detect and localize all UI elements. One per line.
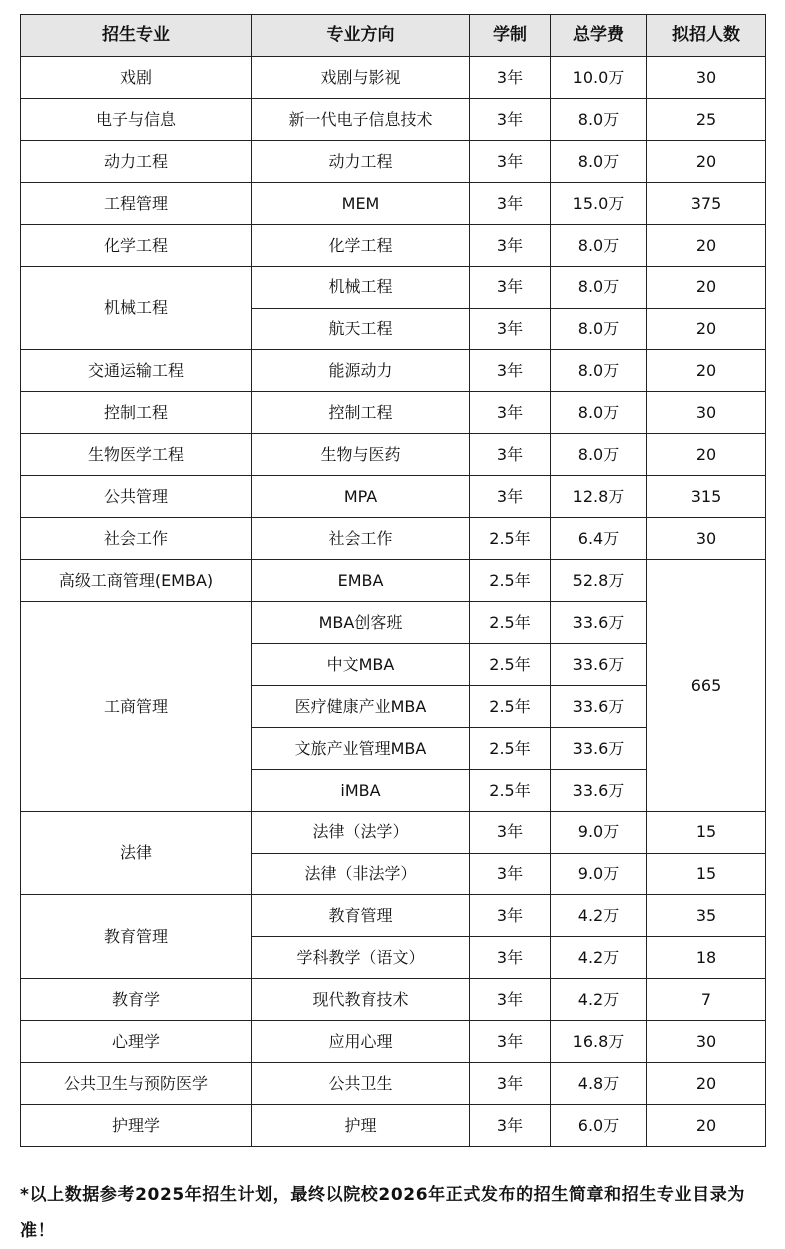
table-row	[21, 434, 766, 476]
years-cell: 2.5年	[470, 685, 551, 727]
table-row	[21, 140, 766, 182]
fee-cell: 6.0万	[551, 1105, 647, 1147]
quota-cell: 25	[647, 98, 766, 140]
direction-cell: 社会工作	[252, 518, 470, 560]
direction-cell: 教育管理	[252, 895, 470, 937]
quota-cell: 30	[647, 392, 766, 434]
fee-cell: 16.8万	[551, 1021, 647, 1063]
direction-cell: 动力工程	[252, 140, 470, 182]
years-cell: 2.5年	[470, 643, 551, 685]
major-cell: 教育管理	[21, 895, 252, 979]
header-major: 招生专业	[21, 15, 252, 57]
direction-cell: 医疗健康产业MBA	[252, 685, 470, 727]
years-cell: 3年	[470, 937, 551, 979]
quota-cell: 15	[647, 811, 766, 853]
direction-cell: 中文MBA	[252, 643, 470, 685]
years-cell: 3年	[470, 224, 551, 266]
direction-cell: 机械工程	[252, 266, 470, 308]
major-cell: 工商管理	[21, 601, 252, 811]
major-cell: 法律	[21, 811, 252, 895]
fee-cell: 33.6万	[551, 601, 647, 643]
table-row	[21, 224, 766, 266]
direction-cell: MPA	[252, 476, 470, 518]
quota-cell: 20	[647, 140, 766, 182]
years-cell: 3年	[470, 895, 551, 937]
direction-cell: 应用心理	[252, 1021, 470, 1063]
fee-cell: 15.0万	[551, 182, 647, 224]
years-cell: 3年	[470, 979, 551, 1021]
direction-cell: 化学工程	[252, 224, 470, 266]
years-cell: 2.5年	[470, 769, 551, 811]
quota-cell: 375	[647, 182, 766, 224]
direction-cell: 法律（法学）	[252, 811, 470, 853]
years-cell: 3年	[470, 350, 551, 392]
fee-cell: 8.0万	[551, 350, 647, 392]
fee-cell: 33.6万	[551, 643, 647, 685]
fee-cell: 4.2万	[551, 979, 647, 1021]
years-cell: 3年	[470, 140, 551, 182]
direction-cell: 现代教育技术	[252, 979, 470, 1021]
table-row	[21, 350, 766, 392]
fee-cell: 9.0万	[551, 811, 647, 853]
table-row	[21, 518, 766, 560]
fee-cell: 8.0万	[551, 392, 647, 434]
fee-cell: 8.0万	[551, 266, 647, 308]
major-cell: 高级工商管理(EMBA)	[21, 560, 252, 602]
direction-cell: 学科教学（语文）	[252, 937, 470, 979]
fee-cell: 8.0万	[551, 140, 647, 182]
quota-cell: 20	[647, 266, 766, 308]
quota-cell: 7	[647, 979, 766, 1021]
direction-cell: MBA创客班	[252, 601, 470, 643]
major-cell: 公共卫生与预防医学	[21, 1063, 252, 1105]
years-cell: 2.5年	[470, 601, 551, 643]
direction-cell: iMBA	[252, 769, 470, 811]
major-cell: 戏剧	[21, 57, 252, 99]
quota-cell: 20	[647, 434, 766, 476]
fee-cell: 33.6万	[551, 685, 647, 727]
quota-cell: 20	[647, 224, 766, 266]
table-row	[21, 392, 766, 434]
table-row	[21, 1063, 766, 1105]
major-cell: 电子与信息	[21, 98, 252, 140]
quota-cell: 30	[647, 1021, 766, 1063]
fee-cell: 8.0万	[551, 98, 647, 140]
direction-cell: 生物与医药	[252, 434, 470, 476]
footnote: *以上数据参考2025年招生计划，最终以院校2026年正式发布的招生简章和招生专业目录为准！	[20, 1185, 745, 1241]
direction-cell: EMBA	[252, 560, 470, 602]
years-cell: 3年	[470, 266, 551, 308]
direction-cell: 航天工程	[252, 308, 470, 350]
years-cell: 3年	[470, 98, 551, 140]
years-cell: 3年	[470, 434, 551, 476]
years-cell: 2.5年	[470, 560, 551, 602]
quota-cell: 20	[647, 350, 766, 392]
fee-cell: 8.0万	[551, 308, 647, 350]
admissions-table	[20, 14, 766, 1147]
major-cell: 化学工程	[21, 224, 252, 266]
quota-cell: 30	[647, 518, 766, 560]
header-years: 学制	[470, 15, 551, 57]
years-cell: 3年	[470, 1105, 551, 1147]
years-cell: 3年	[470, 811, 551, 853]
major-cell: 公共管理	[21, 476, 252, 518]
direction-cell: 公共卫生	[252, 1063, 470, 1105]
quota-cell: 30	[647, 57, 766, 99]
table-row	[21, 811, 766, 853]
years-cell: 2.5年	[470, 518, 551, 560]
table-row	[21, 182, 766, 224]
years-cell: 3年	[470, 476, 551, 518]
header-fee: 总学费	[551, 15, 647, 57]
major-cell: 机械工程	[21, 266, 252, 350]
quota-cell: 18	[647, 937, 766, 979]
major-cell: 护理学	[21, 1105, 252, 1147]
direction-cell: 能源动力	[252, 350, 470, 392]
years-cell: 2.5年	[470, 727, 551, 769]
header-direction: 专业方向	[252, 15, 470, 57]
years-cell: 3年	[470, 57, 551, 99]
major-cell: 社会工作	[21, 518, 252, 560]
major-cell: 心理学	[21, 1021, 252, 1063]
fee-cell: 4.2万	[551, 937, 647, 979]
header-quota: 拟招人数	[647, 15, 766, 57]
quota-cell: 20	[647, 1063, 766, 1105]
years-cell: 3年	[470, 1063, 551, 1105]
table-row	[21, 98, 766, 140]
years-cell: 3年	[470, 853, 551, 895]
quota-cell: 665	[647, 560, 766, 812]
years-cell: 3年	[470, 182, 551, 224]
fee-cell: 33.6万	[551, 769, 647, 811]
table-row	[21, 266, 766, 308]
direction-cell: 戏剧与影视	[252, 57, 470, 99]
quota-cell: 15	[647, 853, 766, 895]
quota-cell: 20	[647, 1105, 766, 1147]
major-cell: 交通运输工程	[21, 350, 252, 392]
fee-cell: 6.4万	[551, 518, 647, 560]
table-row	[21, 1021, 766, 1063]
years-cell: 3年	[470, 1021, 551, 1063]
table-row	[21, 1105, 766, 1147]
fee-cell: 10.0万	[551, 57, 647, 99]
major-cell: 工程管理	[21, 182, 252, 224]
header-row	[21, 15, 766, 57]
fee-cell: 8.0万	[551, 224, 647, 266]
quota-cell: 315	[647, 476, 766, 518]
major-cell: 动力工程	[21, 140, 252, 182]
direction-cell: MEM	[252, 182, 470, 224]
table-row	[21, 979, 766, 1021]
direction-cell: 法律（非法学）	[252, 853, 470, 895]
years-cell: 3年	[470, 392, 551, 434]
quota-cell: 20	[647, 308, 766, 350]
fee-cell: 4.8万	[551, 1063, 647, 1105]
fee-cell: 9.0万	[551, 853, 647, 895]
fee-cell: 33.6万	[551, 727, 647, 769]
fee-cell: 52.8万	[551, 560, 647, 602]
fee-cell: 8.0万	[551, 434, 647, 476]
major-cell: 生物医学工程	[21, 434, 252, 476]
table-row	[21, 476, 766, 518]
direction-cell: 文旅产业管理MBA	[252, 727, 470, 769]
years-cell: 3年	[470, 308, 551, 350]
fee-cell: 12.8万	[551, 476, 647, 518]
direction-cell: 护理	[252, 1105, 470, 1147]
table-row	[21, 895, 766, 937]
major-cell: 控制工程	[21, 392, 252, 434]
direction-cell: 控制工程	[252, 392, 470, 434]
table-row	[21, 57, 766, 99]
table-row	[21, 560, 766, 602]
direction-cell: 新一代电子信息技术	[252, 98, 470, 140]
quota-cell: 35	[647, 895, 766, 937]
major-cell: 教育学	[21, 979, 252, 1021]
fee-cell: 4.2万	[551, 895, 647, 937]
